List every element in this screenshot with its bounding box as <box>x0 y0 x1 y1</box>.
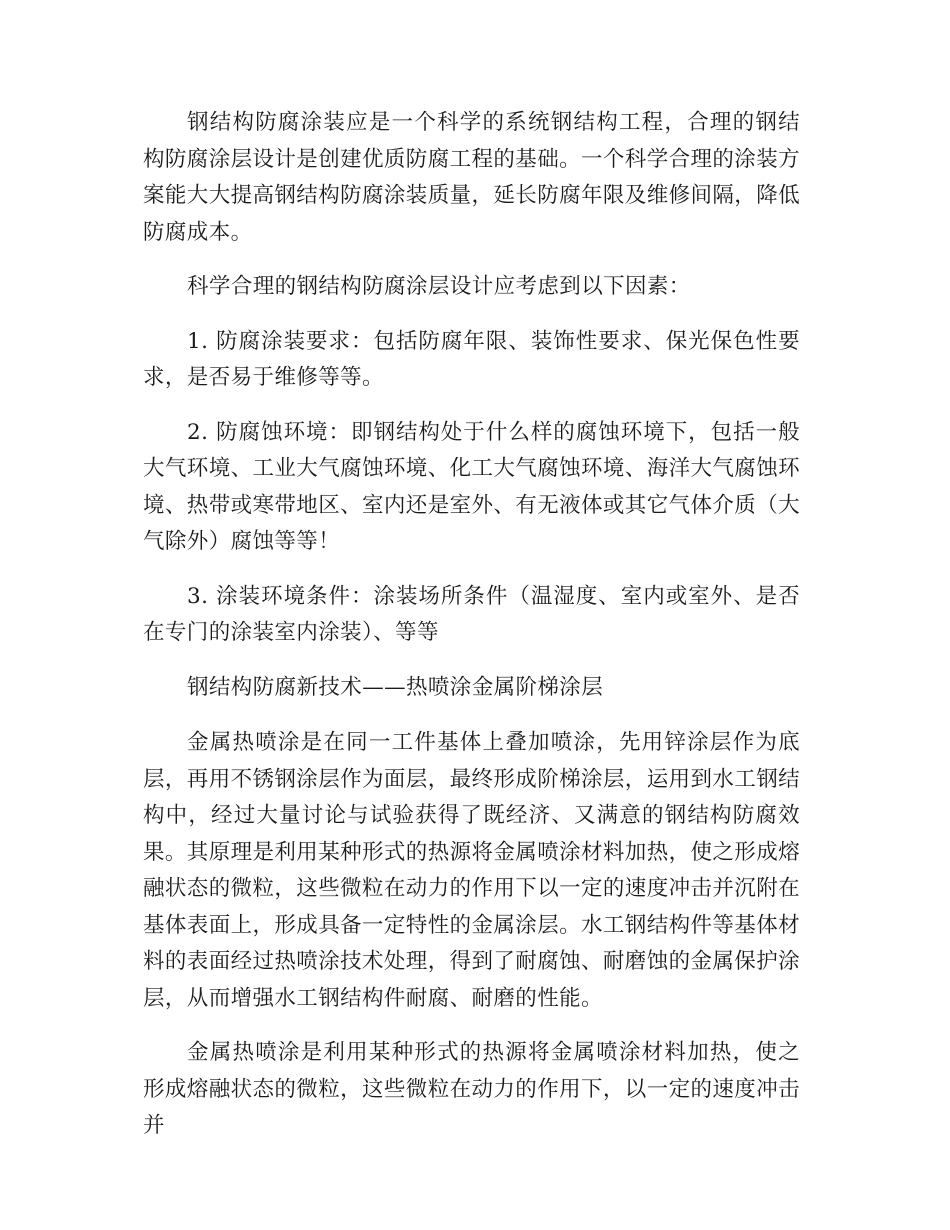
paragraph-thermal-spray: 金属热喷涂是在同一工件基体上叠加喷涂，先用锌涂层作为底层，再用不锈钢涂层作为面层，最终形成阶梯涂层，运用到水工钢结构中，经过大量讨论与试验获得了既经济、又满意的钢结构防腐效果。其原理是利用某种形式的热源将金属喷涂材料加热，使之形成熔融状态的微粒，这些微粒在动力的作用下以一定的速度冲击并沉附在基体表面上，形成具备一定特性的金属涂层。水工钢结构件等基体材料的表面经过热喷涂技术处理，得到了耐腐蚀、耐磨蚀的金属保护涂层，从而增强水工钢结构件耐腐、耐磨的性能。 <box>143 730 801 1011</box>
paragraph-thermal-spray-continued: 金属热喷涂是利用某种形式的热源将金属喷涂材料加热，使之形成熔融状态的微粒，这些微粒在动力的作用下，以一定的速度冲击并 <box>143 1040 801 1138</box>
paragraph-factor-2: 2. 防腐蚀环境：即钢结构处于什么样的腐蚀环境下，包括一般大气环境、工业大气腐蚀环境、化工大气腐蚀环境、海洋大气腐蚀环境、热带或寒带地区、室内还是室外、有无液体或其它气体介质（大气除外）腐蚀等等！ <box>143 419 801 554</box>
paragraph-factor-1: 1. 防腐涂装要求：包括防腐年限、装饰性要求、保光保色性要求，是否易于维修等等。 <box>143 328 800 390</box>
section-heading: 钢结构防腐新技术——热喷涂金属阶梯涂层 <box>187 674 604 700</box>
paragraph-factors-intro: 科学合理的钢结构防腐涂层设计应考虑到以下因素： <box>187 274 691 299</box>
paragraph-factor-3: 3. 涂装环境条件：涂装场所条件（温湿度、室内或室外、是否在专门的涂装室内涂装）、等等 <box>143 583 800 645</box>
paragraph-intro: 钢结构防腐涂装应是一个科学的系统钢结构工程，合理的钢结构防腐涂层设计是创建优质防腐工程的基础。一个科学合理的涂装方案能大大提高钢结构防腐涂装质量，延长防腐年限及维修间隔，降低防腐成本。 <box>143 110 801 245</box>
